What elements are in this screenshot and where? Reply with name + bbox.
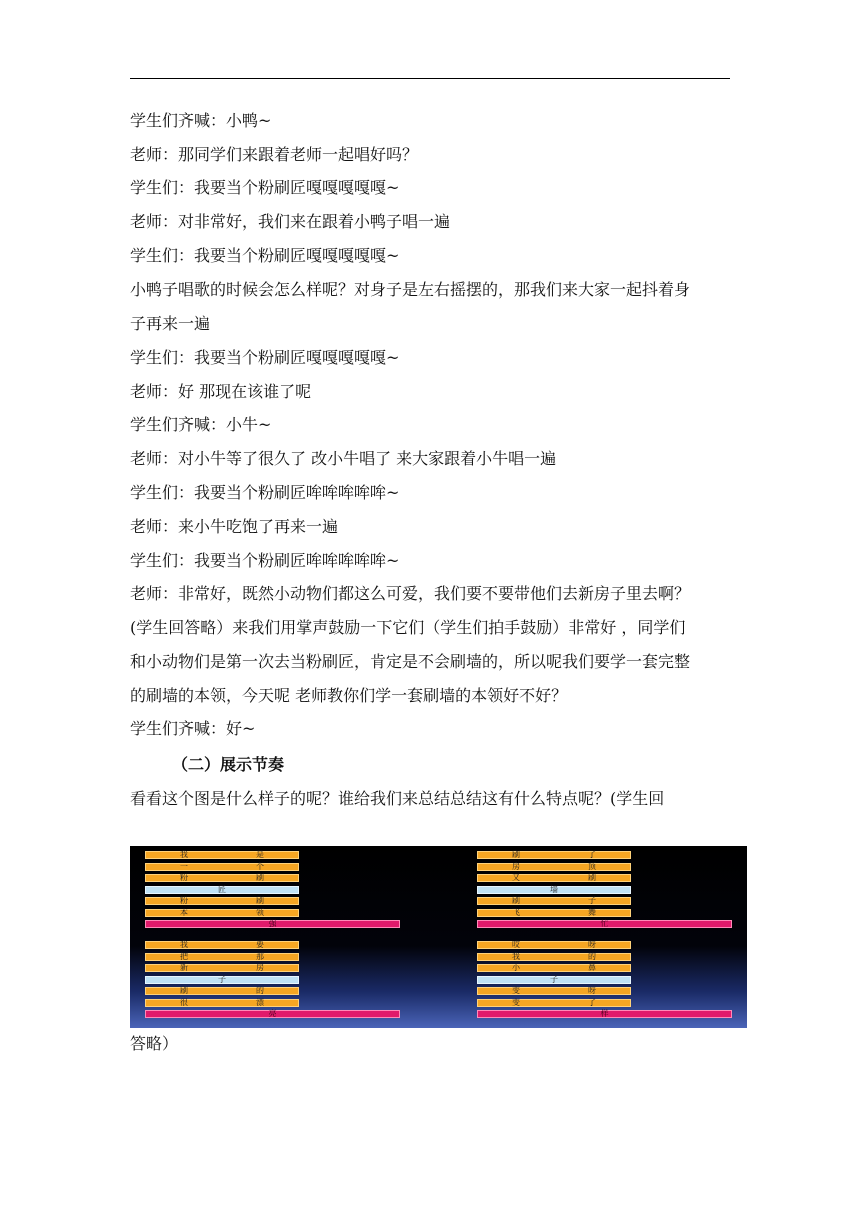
paragraph-line: 看看这个图是什么样子的呢？谁给我们来总结总结这有什么特点呢？(学生回 — [130, 789, 665, 808]
lyric-char: 子 — [550, 975, 558, 984]
quarter-note-bar — [477, 999, 631, 1007]
dialogue-line: 学生们齐喊：小牛~ — [130, 415, 272, 434]
lyric-char: 很 — [180, 998, 188, 1007]
header-rule — [130, 78, 730, 79]
lyric-char: 子 — [218, 975, 226, 984]
lyric-char: 的 — [588, 952, 596, 961]
quarter-note-bar — [477, 953, 631, 961]
whole-note-bar — [145, 920, 400, 928]
half-note-bar — [145, 976, 299, 984]
quarter-note-bar — [145, 941, 299, 949]
quarter-note-bar — [477, 909, 631, 917]
dialogue-line: 学生们：我要当个粉刷匠嘎嘎嘎嘎嘎~ — [130, 348, 400, 367]
section-heading: （二）展示节奏 — [172, 755, 285, 774]
dialogue-line: 学生们齐喊：小鸭~ — [130, 111, 272, 130]
whole-note-bar — [477, 1010, 732, 1018]
quarter-note-bar — [145, 897, 299, 905]
lyric-char: 要 — [256, 940, 264, 949]
lyric-char: 刷 — [512, 850, 520, 859]
whole-note-bar — [477, 920, 732, 928]
lyric-char: 房 — [256, 963, 264, 972]
lyric-char: 哎 — [512, 940, 520, 949]
dialogue-line: 老师：那同学们来跟着老师一起唱好吗？ — [130, 145, 419, 164]
quarter-note-bar — [145, 863, 299, 871]
half-note-bar — [145, 886, 299, 894]
quarter-note-bar — [477, 964, 631, 972]
dialogue-line: 老师：对小牛等了很久了 改小牛唱了 来大家跟着小牛唱一遍 — [130, 449, 557, 468]
quarter-note-bar — [145, 953, 299, 961]
paragraph-line: 答略） — [130, 1034, 179, 1053]
quarter-note-bar — [145, 874, 299, 882]
dialogue-line: 老师：好 那现在该谁了呢 — [130, 382, 312, 401]
half-note-bar — [477, 976, 631, 984]
dialogue-line: 学生们：我要当个粉刷匠哞哞哞哞哞~ — [130, 551, 400, 570]
quarter-note-bar — [477, 874, 631, 882]
quarter-note-bar — [145, 909, 299, 917]
dialogue-line: (学生回答略）来我们用掌声鼓励一下它们（学生们拍手鼓励）非常好 ，同学们 — [130, 618, 686, 637]
lyric-char: 刷 — [512, 896, 520, 905]
lyric-char: 呀 — [588, 986, 596, 995]
lyric-char: 变 — [512, 986, 520, 995]
rhythm-figure — [130, 846, 747, 1028]
lyric-char: 呀 — [588, 940, 596, 949]
lyric-char: 房 — [512, 862, 520, 871]
lyric-char: 顶 — [588, 862, 596, 871]
quarter-note-bar — [145, 999, 299, 1007]
dialogue-line: 老师：非常好，既然小动物们都这么可爱，我们要不要带他们去新房子里去啊？ — [130, 584, 691, 603]
half-note-bar — [477, 886, 631, 894]
dialogue-line: 的刷墙的本领，今天呢 老师教你们学一套刷墙的本领好不好？ — [130, 686, 568, 705]
lyric-char: 我 — [512, 952, 520, 961]
lyric-char: 刷 — [256, 873, 264, 882]
lyric-char: 样 — [600, 1009, 609, 1018]
lyric-char: 子 — [588, 896, 596, 905]
quarter-note-bar — [477, 941, 631, 949]
lyric-char: 飞 — [512, 908, 520, 917]
lyric-char: 强 — [268, 919, 277, 928]
dialogue-line: 学生们齐喊：好~ — [130, 719, 256, 738]
quarter-note-bar — [145, 851, 299, 859]
lyric-char: 刷 — [588, 873, 596, 882]
lyric-char: 墙 — [550, 885, 558, 894]
quarter-note-bar — [145, 964, 299, 972]
lyric-char: 亮 — [268, 1009, 277, 1018]
lyric-char: 个 — [256, 862, 264, 871]
lyric-char: 的 — [256, 986, 264, 995]
lyric-char: 那 — [256, 952, 264, 961]
lyric-char: 一 — [180, 862, 188, 871]
lyric-char: 忙 — [600, 919, 609, 928]
lyric-char: 舞 — [588, 908, 596, 917]
lyric-char: 粉 — [180, 873, 188, 882]
lyric-char: 粉 — [180, 896, 188, 905]
lyric-char: 刷 — [180, 986, 188, 995]
lyric-char: 匠 — [218, 885, 226, 894]
quarter-note-bar — [477, 897, 631, 905]
lyric-char: 我 — [180, 850, 188, 859]
quarter-note-bar — [477, 851, 631, 859]
dialogue-line: 学生们：我要当个粉刷匠嘎嘎嘎嘎嘎~ — [130, 178, 400, 197]
dialogue-line: 学生们：我要当个粉刷匠哞哞哞哞哞~ — [130, 483, 400, 502]
lyric-char: 领 — [256, 908, 264, 917]
lyric-char: 是 — [256, 850, 264, 859]
dialogue-line: 老师：来小牛吃饱了再来一遍 — [130, 517, 339, 536]
lyric-char: 漂 — [256, 998, 264, 1007]
quarter-note-bar — [477, 987, 631, 995]
dialogue-line: 小鸭子唱歌的时候会怎么样呢？对身子是左右摇摆的，那我们来大家一起抖着身 — [130, 280, 691, 299]
lyric-char: 刷 — [256, 896, 264, 905]
lyric-char: 又 — [512, 873, 520, 882]
lyric-char: 变 — [512, 998, 520, 1007]
quarter-note-bar — [477, 863, 631, 871]
lyric-char: 我 — [180, 940, 188, 949]
lyric-char: 把 — [180, 952, 188, 961]
lyric-char: 小 — [512, 963, 520, 972]
lyric-char: 本 — [180, 908, 188, 917]
dialogue-line: 子再来一遍 — [130, 314, 211, 333]
lyric-char: 鼻 — [588, 963, 596, 972]
lyric-char: 了 — [588, 998, 596, 1007]
lyric-char: 了 — [588, 850, 596, 859]
lyric-char: 新 — [180, 963, 188, 972]
dialogue-line: 老师：对非常好，我们来在跟着小鸭子唱一遍 — [130, 212, 451, 231]
quarter-note-bar — [145, 987, 299, 995]
dialogue-line: 学生们：我要当个粉刷匠嘎嘎嘎嘎嘎~ — [130, 246, 400, 265]
whole-note-bar — [145, 1010, 400, 1018]
dialogue-line: 和小动物们是第一次去当粉刷匠，肯定是不会刷墙的，所以呢我们要学一套完整 — [130, 652, 691, 671]
